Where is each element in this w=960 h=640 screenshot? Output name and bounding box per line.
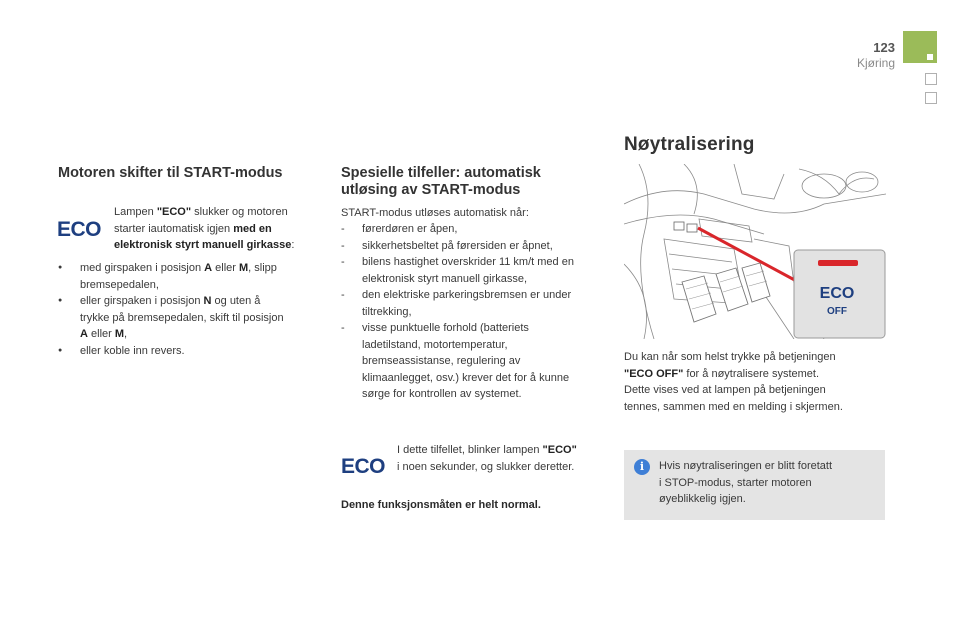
start-conditions-list (58, 260, 328, 359)
list-item: - den elektriske parkeringsbremsen er under tiltrekking, (341, 289, 572, 318)
info-text: Hvis nøytraliseringen er blitt foretatt i STOP-modus, starter motoren øyeblikkelig igjen. (659, 460, 833, 505)
list-item: ● eller koble inn revers. (58, 344, 185, 357)
eco-lamp-icon: ECO (57, 218, 102, 241)
chapter-tab-active (903, 31, 937, 63)
eco-button-label: ECO (819, 285, 855, 302)
list-item: - bilens hastighet overskrider 11 km/t med en elektronisk styrt manuell girkasse, (341, 256, 574, 285)
list-item: - sikkerhetsbeltet på førersiden er åpnet, (341, 239, 553, 252)
list-item: - visse punktuelle forhold (batteriets ladetilstand, motortemperatur, bremseassistanse, regulering av klimaanlegget, osv.) krever det for å kunne sørge for kontrollen av systemet. (341, 322, 570, 400)
list-item: ● eller girspaken i posisjon N og uten å trykke på bremsepedalen, skift til posisjon A eller M, (58, 295, 284, 340)
chapter-tab-empty-1 (925, 73, 937, 85)
section-title-special-cases: Spesielle tilfeller: automatisk utløsing av START-modus (341, 165, 541, 198)
page-number: 123 (873, 40, 895, 55)
section-title-start-mode: Motoren skifter til START-modus (58, 165, 283, 181)
list-item: ● med girspaken i posisjon A eller M, slipp bremsepedalen, (58, 262, 277, 291)
tab-square-icon (927, 54, 933, 60)
info-icon: i (634, 459, 650, 475)
blink-description: I dette tilfellet, blinker lampen "ECO" i noen sekunder, og slukker deretter. (397, 444, 577, 473)
neutralisation-description: Du kan når som helst trykke på betjeningen "ECO OFF" for å nøytralisere systemet. Dette vises ved at lampen på betjeningen tennes, sammen med en melding i skjermen. (624, 351, 843, 413)
dashboard-illustration (624, 164, 886, 339)
dashboard-drawing (624, 164, 886, 339)
off-button-label: OFF (827, 306, 847, 317)
lamp-description: Lampen "ECO" slukker og motoren starter iautomatisk igjen med en elektronisk styrt manuell girkasse: (114, 206, 295, 251)
section-title-neutralisation: Nøytralisering (624, 134, 755, 155)
auto-start-conditions-list (341, 221, 611, 403)
eco-lamp-icon: ECO (341, 455, 386, 478)
normal-operation-note: Denne funksjonsmåten er helt normal. (341, 499, 541, 511)
chapter-tab-empty-2 (925, 92, 937, 104)
chapter-title: Kjøring (856, 56, 895, 70)
auto-start-intro: START-modus utløses automatisk når: (341, 207, 529, 219)
info-box (624, 450, 885, 520)
list-item: - førerdøren er åpen, (341, 223, 458, 235)
